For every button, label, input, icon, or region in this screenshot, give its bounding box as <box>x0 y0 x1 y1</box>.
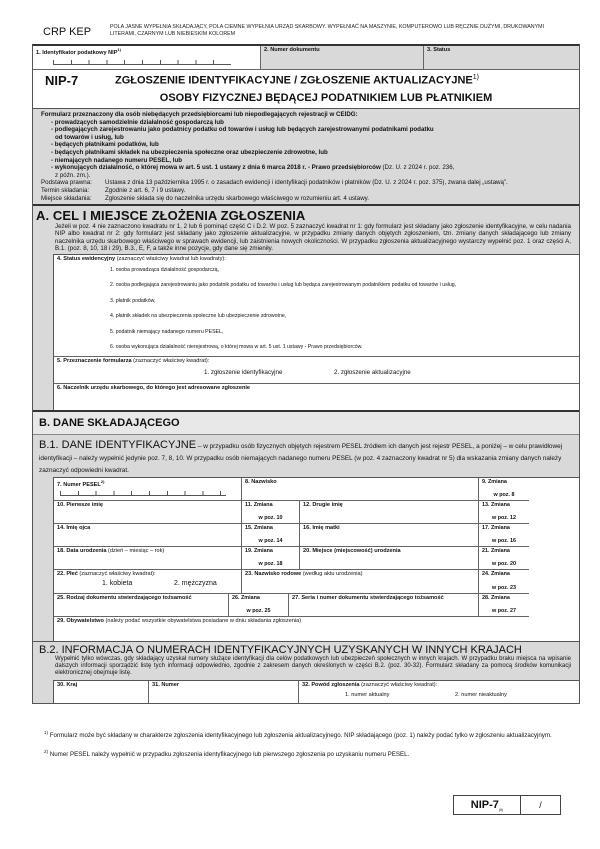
change-label: 24. Zmiana <box>482 570 510 577</box>
purpose-label: 5. Przeznaczenie formularza <box>57 357 132 364</box>
document-number-field <box>261 46 424 70</box>
section-b1-title: B.1. DANE IDENTYFIKACYJNE <box>39 438 197 451</box>
status-option-5[interactable]: 5. podatnik niemający nadanego numeru PESEL, <box>110 328 224 335</box>
status-option-1[interactable]: 1. osoba prowadząca działalność gospodarczą, <box>110 266 220 273</box>
purpose-option-update[interactable]: 2. zgłoszenie aktualizacyjne <box>334 368 411 376</box>
change-sub: w poz. 23 <box>492 584 516 591</box>
birth-date-label: 18. Data urodzenia <box>57 547 107 554</box>
place-label: Miejsce składania: <box>41 194 92 202</box>
citizenship-label: 29. Obywatelstwo <box>57 617 104 624</box>
change-28-checkbox[interactable] <box>479 594 529 617</box>
change-21-checkbox[interactable] <box>479 547 529 570</box>
change-9-checkbox[interactable] <box>479 478 529 501</box>
form-intro <box>33 109 579 206</box>
pesel-field[interactable] <box>54 478 242 501</box>
change-label: 15. Zmiana <box>245 524 273 531</box>
tax-office-label: 6. Naczelnik urzędu skarbowego, do którego jest adresowane zgłoszenie <box>57 384 251 391</box>
status-field-4 <box>54 255 579 357</box>
footnote-ref: 1) <box>472 73 479 81</box>
change-sub: w poz. 20 <box>492 560 516 567</box>
country-field[interactable] <box>54 681 149 703</box>
reason-option-outdated[interactable]: 2. numer nieaktualny <box>455 691 507 698</box>
footnote-2 <box>44 748 564 759</box>
change-19-checkbox[interactable] <box>242 547 300 570</box>
intro-item: - niemających nadanego numeru PESEL, lub <box>51 156 182 164</box>
deadline-value: Zgodnie z art. 6, 7 i 9 ustawy. <box>105 186 186 194</box>
change-label: 19. Zmiana <box>245 547 273 554</box>
place-value: Zgłoszenie składa się do naczelnika urzędu skarbowego właściwego w rozumieniu art. 4 ustawy. <box>105 194 370 202</box>
status-4-hint: (zaznaczyć właściwy kwadrat lub kwadraty): <box>115 255 226 262</box>
change-17-checkbox[interactable] <box>479 524 529 547</box>
purpose-field-5 <box>54 357 579 384</box>
family-name-hint: (według aktu urodzenia) <box>301 570 363 577</box>
change-11-checkbox[interactable] <box>242 501 300 524</box>
section-b1 <box>33 435 579 703</box>
status-4-label: 4. Status ewidencyjny <box>57 255 116 262</box>
change-sub: w poz. 12 <box>492 514 516 521</box>
status-option-6[interactable]: 6. osoba wykonująca działalność nierejestrową, o której mowa w art. 5 ust. 1 ustawy - Prawo przedsiębiorców. <box>110 344 363 351</box>
intro-item: - będących płatnikami podatków, lub <box>51 141 159 149</box>
intro-item: - wykonujących działalność, o której mowa w art. 5 ust. 1 ustawy z dnia 6 marca 2018 r. - Prawo przedsiębiorców <box>51 164 381 172</box>
id-doc-type-label: 25. Rodzaj dokumentu stwierdzającego tożsamość <box>57 594 192 601</box>
intro-item: - prowadzących samodzielnie działalność gospodarczą lub <box>51 118 224 126</box>
birth-place-label: 20. Miejsce (miejscowość) urodzenia <box>303 547 401 554</box>
sex-field <box>54 570 242 594</box>
sex-hint: (zaznaczyć właściwy kwadrat): <box>77 570 156 577</box>
reason-field <box>299 681 529 703</box>
intro-heading: Formularz przeznaczony dla osób niebędących przedsiębiorcami lub niepodlegających rejestracji w CEIDG: <box>41 111 358 118</box>
change-24-checkbox[interactable] <box>479 570 529 594</box>
nip-field[interactable] <box>33 46 261 70</box>
first-name-field[interactable] <box>54 501 242 524</box>
form-title <box>33 70 579 109</box>
section-a-title: A. CEL I MIEJSCE ZŁOŻENIA ZGŁOSZENIA <box>36 208 306 224</box>
title-line-1: ZGŁOSZENIE IDENTYFIKACYJNE / ZGŁOSZENIE AKTUALIZACYJNE <box>115 74 473 87</box>
change-13-checkbox[interactable] <box>479 501 529 524</box>
footnote-text: Formularz może być składany w charakterze zgłoszenia identyfikacyjnego lub zgłoszenia aktualizacyjnego. NIP składającego (poz. 1) należy podać tylko w zgłoszeniu aktualizacyjnym. <box>49 732 552 740</box>
nip7-form <box>32 44 580 704</box>
intro-item: od towarów i usług, lub <box>55 133 124 141</box>
change-label: 26. Zmiana <box>232 594 260 601</box>
sex-label: 22. Płeć <box>57 570 78 577</box>
intro-item-ref: (Dz. U. z 2024 r. poz. 236, <box>380 164 455 172</box>
pesel-digit-ticks <box>60 491 226 496</box>
page-footer-box <box>453 795 561 815</box>
change-sub: w poz. 14 <box>258 537 283 544</box>
first-name-label: 10. Pierwsze imię <box>57 501 104 508</box>
change-sub: w poz. 27 <box>492 607 516 614</box>
footnote-text: Numer PESEL należy wypełnić w przypadku zgłoszenia identyfikacyjnego lub pierwszego zgłoszenia po uzyskaniu numeru PESEL. <box>49 751 410 759</box>
purpose-hint: (zaznaczyć właściwy kwadrat): <box>131 357 210 364</box>
foreign-number-label: 31. Numer <box>152 681 180 688</box>
legal-basis-value: Ustawa z dnia 13 października 1995 r. o zasadach ewidencji i identyfikacji podatników i płatników (Dz. U. z 2024 r. poz. 375), zwana dalej „ustawą”. <box>105 179 508 187</box>
sex-option-male[interactable]: 2. mężczyzna <box>174 579 217 587</box>
change-sub: w poz. 10 <box>258 514 283 521</box>
change-15-checkbox[interactable] <box>242 524 300 547</box>
status-field <box>424 46 579 70</box>
footer-form-code: NIP-7 <box>470 799 499 811</box>
reason-label: 32. Powód zgłoszenia <box>302 681 360 688</box>
change-label: 13. Zmiana <box>482 501 510 508</box>
section-a <box>33 206 579 410</box>
footer-version: (6) <box>498 808 504 813</box>
family-name-field[interactable] <box>242 570 479 594</box>
status-option-2[interactable]: 2. osoba podlegająca zarejestrowaniu jako podatnik podatku od towarów i usług lub będąca zarejestrowanym podatnikiem podatku od towarów i usług, <box>110 282 457 289</box>
citizenship-field[interactable] <box>54 617 579 641</box>
change-sub: w poz. 18 <box>258 560 283 567</box>
footer-page-number: / <box>539 800 542 810</box>
section-a-description: Jeżeli w poz. 4 nie zaznaczono kwadratu nr 1, 2 lub 6 pominąć część C i D.2. W poz. 5 zaznaczyć kwadrat nr 1: gdy formularz jest składany jako zgłoszenie identyfikacyjne, w celu nadania NIP albo kwadrat nr 2: gdy formularz jest składany jako zgłoszenie aktualizacyjne, w przypadku zmiany danych objętych zgłoszeniem, tzn. zmiany danych składającego lub zmiany naczelnika urzędu skarbowego właściwego w sprawach ewidencji, lub zaistnienia nowych okoliczności. W przypadku zgłoszenia aktualizacyjnego wystarczy wypełnić poz. 1 oraz części A, B.1. (poz. 8, 10, 18 i 29), B.3., E, F, a także inne pozycje, gdy dane się zmieniły. <box>55 223 571 252</box>
change-26-checkbox[interactable] <box>229 594 289 617</box>
surname-label: 8. Nazwisko <box>245 478 277 485</box>
pesel-label: 7. Numer PESEL <box>57 481 101 488</box>
status-label: 3. Status <box>427 47 451 53</box>
section-b2-description: Wypełnić tylko wówczas, gdy składający uzyskał numery służące identyfikacji dla celów podatkowych lub ubezpieczeń społecznych w innych krajach. W przypadku braku miejsca na wpisanie dalszych informacji sporządzić listę tych informacji odpowiednio, zgodnie z zakresem danych określonych w części B.2. (poz. 30-32). Formularz składany za pomocą środków komunikacji elektronicznej obejmuje listę. <box>55 655 571 677</box>
status-option-3[interactable]: 3. płatnik podatków, <box>110 297 156 304</box>
father-name-field[interactable] <box>54 524 242 547</box>
country-label: 30. Kraj <box>57 681 78 688</box>
reason-hint: (zaznaczyć właściwy kwadrat): <box>359 681 438 688</box>
deadline-label: Termin składania: <box>41 186 90 194</box>
id-doc-number-label: 27. Seria i numer dokumentu stwierdzającego tożsamość <box>292 594 444 601</box>
id-doc-number-field[interactable] <box>289 594 479 617</box>
birth-date-field[interactable] <box>54 547 242 570</box>
surname-field[interactable] <box>242 478 479 501</box>
section-b1-description: – w przypadku osób fizycznych objętych rejestrem PESEL źródłem ich danych jest rejestr PESEL, a poniżej – w celu prawidłowej identyfikacji – należy wypełnić jedynie poz. 7, 8, 10. W przypadku osób niemających nadanego numeru PESEL (w poz. 4 zaznaczony kwadrat nr 5) dla wskazania zmiany danych należy zaznaczyć odpowiedni kwadrat. <box>39 442 563 474</box>
intro-item-ref: z późn. zm.). <box>55 171 91 179</box>
mother-name-label: 16. Imię matki <box>303 524 340 531</box>
change-label: 11. Zmiana <box>245 501 273 508</box>
reason-option-current[interactable]: 1. numer aktualny <box>345 691 390 698</box>
father-name-label: 14. Imię ojca <box>57 524 91 531</box>
family-name-label: 23. Nazwisko rodowe <box>245 570 302 577</box>
birth-place-field[interactable] <box>300 547 479 570</box>
citizenship-hint: (należy podać wszystkie obywatelstwa posiadane w dniu składania zgłoszenia) <box>103 617 302 624</box>
change-label: 21. Zmiana <box>482 547 510 554</box>
tax-office-field-6[interactable] <box>54 384 579 410</box>
mother-name-field[interactable] <box>300 524 479 547</box>
sex-option-female[interactable]: 1. kobieta <box>102 579 133 587</box>
section-b2-title: B.2. INFORMACJA O NUMERACH IDENTYFIKACYJNYCH UZYSKANYCH W INNYCH KRAJACH <box>39 643 522 656</box>
birth-date-hint: (dzień – miesiąc – rok) <box>106 547 165 554</box>
change-sub: w poz. 16 <box>492 537 516 544</box>
legal-basis-label: Podstawa prawna: <box>41 179 92 187</box>
footnote-ref: 1) <box>117 47 121 52</box>
footnote-mark: 1) <box>44 730 49 735</box>
form-code: NIP-7 <box>45 72 79 88</box>
intro-item: - podlegających zarejestrowaniu jako podatnicy podatku od towarów i usług lub będących zarejestrowanymi podatnikami podatku <box>51 126 434 134</box>
fill-instruction: POLA JASNE WYPEŁNIA SKŁADAJĄCY, POLA CIEMNE WYPEŁNIA URZĄD SKARBOWY. WYPEŁNIAĆ NA MASZYNIE, KOMPUTEROWO LUB RĘCZNIE DUŻYMI, DRUKOWANYMI LITERAMI, CZARNYM LUB NIEBIESKIM KOLOREM <box>110 24 545 37</box>
change-sub: w poz. 8 <box>493 491 515 498</box>
change-label: 28. Zmiana <box>482 594 510 601</box>
nip-digit-ticks <box>53 60 231 65</box>
second-name-label: 12. Drugie imię <box>303 501 343 508</box>
purpose-option-identification[interactable]: 1. zgłoszenie identyfikacyjne <box>204 368 283 376</box>
system-label: CRP KEP <box>43 26 92 38</box>
section-b-title: B. DANE SKŁADAJĄCEGO <box>33 410 579 435</box>
document-number-label: 2. Numer dokumentu <box>264 47 320 53</box>
change-sub: w poz. 25 <box>246 607 271 614</box>
id-doc-type-field[interactable] <box>54 594 229 617</box>
nip-label: 1. Identyfikator podatkowy NIP <box>36 49 118 56</box>
status-option-4[interactable]: 4. płatnik składek na ubezpieczenia społeczne lub ubezpieczenie zdrowotne, <box>110 313 287 320</box>
footnote-1 <box>44 729 564 740</box>
footnote-mark: 2) <box>44 749 49 754</box>
title-line-2: OSOBY FIZYCZNEJ BĘDĄCEJ PODATNIKIEM LUB PŁATNIKIEM <box>159 92 493 104</box>
change-label: 17. Zmiana <box>482 524 510 531</box>
foreign-number-field[interactable] <box>149 681 299 703</box>
footnote-ref: 2) <box>100 478 105 484</box>
second-name-field[interactable] <box>300 501 479 524</box>
change-label: 9. Zmiana <box>482 478 507 485</box>
intro-item: - będących płatnikami składek na ubezpieczenia społeczne oraz ubezpieczenie zdrowotne, lub <box>51 148 328 156</box>
